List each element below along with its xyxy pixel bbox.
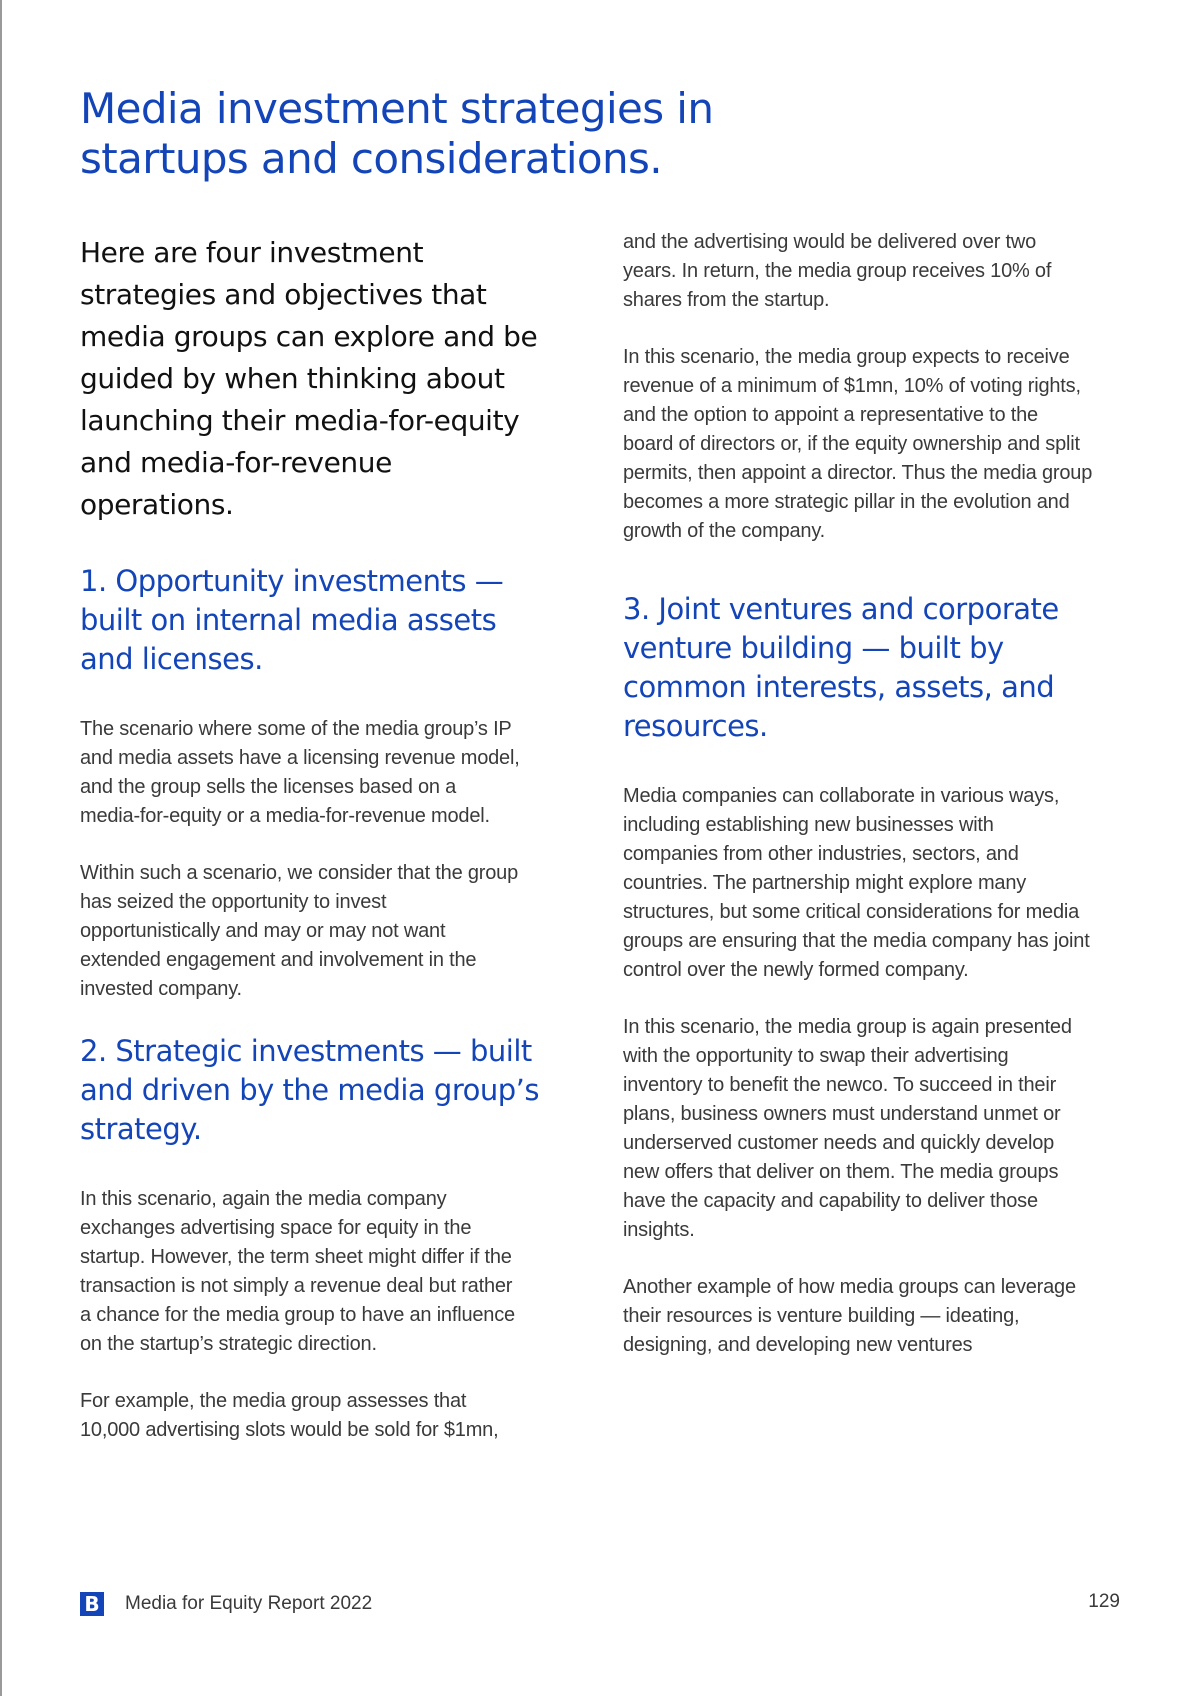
section-heading-joint-ventures: 3. Joint ventures and corporate venture building — built by common interests, assets, and resources. <box>623 592 1059 743</box>
body-paragraph: For example, the media group assesses that 10,000 advertising slots would be sold for $1mn, <box>80 1390 499 1441</box>
body-paragraph: Media companies can collaborate in various ways, including establishing new businesses with companies from other industries, sectors, and countries. The partnership might explore many structures, but some critical considerations for media groups are ensuring that the media company has joint control over the newly formed company. <box>623 785 1090 981</box>
page-number: 129 <box>1088 1591 1120 1612</box>
body-paragraph: Within such a scenario, we consider that the group has seized the opportunity to invest opportunistically and may or may not want extended engagement and involvement in the invested company. <box>80 862 519 1000</box>
right-column <box>623 232 1093 1388</box>
section-heading-opportunity: 1. Opportunity investments — built on internal media assets and licenses. <box>80 564 504 676</box>
section-heading-strategic: 2. Strategic investments — built and driven by the media group’s strategy. <box>80 1034 539 1146</box>
body-paragraph: In this scenario, the media group expects to receive revenue of a minimum of $1mn, 10% of voting rights, and the option to appoint a representative to the board of directors or, if the equity ownership and split permits, then appoint a director. Thus the media group becomes a more strategic pillar in the evolution and growth of the company. <box>623 346 1093 542</box>
brand-logo-icon: B <box>80 1592 104 1616</box>
page-edge <box>0 0 2 1696</box>
body-paragraph: The scenario where some of the media group’s IP and media assets have a licensing revenue model, and the group sells the licenses based on a media-for-equity or a media-for-revenue model. <box>80 718 520 827</box>
body-paragraph: In this scenario, again the media company exchanges advertising space for equity in the startup. However, the term sheet might differ if the transaction is not simply a revenue deal but rather a chance for the media group to have an influence on the startup’s strategic direction. <box>80 1188 515 1355</box>
intro-paragraph: Here are four investment strategies and objectives that media groups can explore and be guided by when thinking about launching their media-for-equity and media-for-revenue operations. <box>80 236 538 521</box>
page-title: Media investment strategies in startups and considerations. <box>80 84 714 183</box>
footer-report-name: Media for Equity Report 2022 <box>125 1593 373 1614</box>
body-paragraph: In this scenario, the media group is again presented with the opportunity to swap their advertising inventory to benefit the newco. To succeed in their plans, business owners must understand unmet or underserved customer needs and quickly develop new offers that deliver on them. The media groups have the capacity and capability to deliver those insights. <box>623 1016 1072 1241</box>
body-paragraph: Another example of how media groups can leverage their resources is venture building — ideating, designing, and developing new ventures <box>623 1276 1076 1356</box>
body-paragraph: and the advertising would be delivered over two years. In return, the media group receives 10% of shares from the startup. <box>623 231 1052 311</box>
left-column <box>80 232 550 1473</box>
